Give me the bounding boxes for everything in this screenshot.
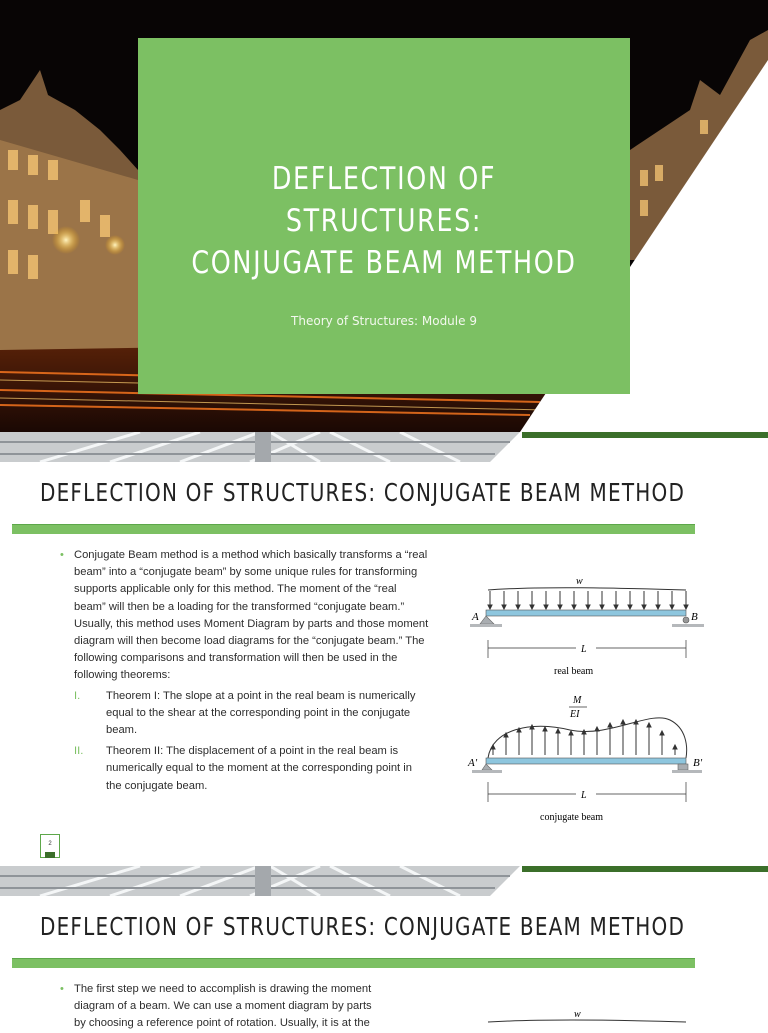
conj-span-label: L [581, 790, 587, 801]
conj-load-arrowhead [647, 723, 651, 727]
slide2-body [60, 547, 430, 795]
conj-ground-left [472, 770, 502, 773]
conj-load-arrowhead [673, 745, 677, 749]
slide3-bullet-line-1: The first step we need to accomplish is drawing the moment [74, 983, 372, 995]
real-ground-right [672, 624, 704, 627]
cover-title-card [138, 38, 630, 394]
slide2-bullet [60, 547, 430, 685]
real-load-arrowhead [488, 605, 492, 609]
real-load-arrowhead [558, 605, 562, 609]
conj-caption: conjugate beam [540, 812, 604, 823]
cover-subtitle: Theory of Structures: Module 9 [291, 314, 477, 328]
slide3-beam-figure [460, 1004, 720, 1024]
conj-load-arrowhead [595, 727, 599, 731]
real-load-label: w [576, 576, 583, 587]
slide3-heading: DEFLECTION OF STRUCTURES: CONJUGATE BEAM METHOD [40, 912, 686, 941]
real-load-arrowhead [530, 605, 534, 609]
slide3-load-line [488, 1020, 686, 1022]
slide2-bullet-text: Conjugate Beam method is a method which basically transforms a “real beam” into a “conjugate beam” by some unique rules for transforming supports applicable only for this method. The moment of the “real beam” will then be a loading for the transformed “conjugate beam.” Usually, this method uses Moment Diagram by parts and those moment diagram will then become load diagrams for the “conjugate beam.” The following comparisons and transformation will then be used in the following theorems: [74, 549, 429, 682]
conj-load-arrowhead [608, 723, 612, 727]
conj-moment-curve [488, 718, 687, 758]
real-load-arrowhead [516, 605, 520, 609]
real-load-arrowhead [600, 605, 604, 609]
slide2-heading: DEFLECTION OF STRUCTURES: CONJUGATE BEAM METHOD [40, 478, 686, 507]
conj-span-dimension [488, 782, 686, 802]
real-load-arrowhead [502, 605, 506, 609]
slide3-bullet-line-3: by choosing a reference point of rotation. Usually, it is at the [74, 1017, 370, 1030]
theorem-2-text: Theorem II: The displacement of a point in the real beam is numerically equal to the moment at the corresponding point in the conjugate beam. [106, 745, 412, 792]
conj-right-support [678, 764, 688, 770]
real-load-arrowhead [670, 605, 674, 609]
real-pin-support [480, 616, 494, 624]
real-load-arrowhead [614, 605, 618, 609]
real-support-b: B [691, 611, 698, 623]
conj-ground-right [672, 770, 702, 773]
real-span-dimension [488, 640, 686, 658]
real-span-label: L [581, 644, 587, 655]
bullet-dot-icon: • [60, 549, 64, 561]
conj-load-arrowhead [660, 731, 664, 735]
real-load-arrowhead [642, 605, 646, 609]
conj-support-b: B′ [693, 757, 703, 769]
theorem-1-numeral: I. [74, 689, 81, 702]
conj-load-arrowhead [504, 733, 508, 737]
real-support-a: A [472, 611, 479, 623]
slide3-bullet [60, 981, 440, 1033]
slide2-heading-rule [12, 524, 695, 534]
slide3-heading-rule [12, 958, 695, 968]
theorem-1 [60, 688, 430, 740]
page-number: 2 [48, 841, 52, 847]
bullet-dot-icon: • [60, 983, 64, 995]
conj-load-arrowhead [569, 731, 573, 735]
cover-title-line-1: DEFLECTION OF STRUCTURES: [271, 161, 497, 239]
conj-left-support [482, 764, 492, 770]
real-load-arrowhead [656, 605, 660, 609]
slide3-body [60, 981, 440, 1033]
conj-load-arrowhead [543, 727, 547, 731]
cover-title-line-2: CONJUGATE BEAM METHOD [191, 245, 577, 281]
slide3-header-band [0, 866, 768, 896]
real-load-arrowhead [586, 605, 590, 609]
real-load-arrowhead [572, 605, 576, 609]
real-ground-left [470, 624, 502, 627]
conj-load-denominator: EI [570, 709, 580, 720]
page-number-marker [45, 852, 55, 858]
steel-roof-photo [0, 432, 768, 462]
real-beam-load [488, 588, 688, 609]
slide2-header-band [0, 432, 768, 462]
real-load-arrowhead [628, 605, 632, 609]
conj-support-a: A′ [468, 757, 478, 769]
real-roller-support [683, 617, 689, 623]
real-load-arrowhead [544, 605, 548, 609]
conj-load-arrowhead [582, 730, 586, 734]
theorem-2-numeral: II. [74, 745, 84, 758]
real-beam [486, 610, 686, 616]
theorem-1-text: Theorem I: The slope at a point in the real beam is numerically equal to the shear at the corresponding point in the conjugate beam. [106, 689, 416, 737]
cover-slide [0, 0, 768, 432]
conj-beam-load [491, 720, 677, 755]
cover-title [182, 158, 585, 284]
real-load-arrowhead [684, 605, 688, 609]
steel-roof-photo-2 [0, 866, 768, 896]
theorem-2 [60, 743, 430, 795]
conj-load-arrowhead [556, 729, 560, 733]
conj-beam [486, 758, 686, 764]
conj-load-arrowhead [634, 720, 638, 724]
conj-load-numerator: M [573, 695, 582, 706]
page-number-badge [40, 834, 60, 858]
beam-figure [460, 570, 720, 830]
slide3-load-label: w [574, 1009, 581, 1020]
conj-load-arrowhead [530, 725, 534, 729]
real-caption: real beam [554, 666, 594, 677]
conj-load-arrowhead [491, 745, 495, 749]
conj-load-arrowhead [621, 720, 625, 724]
slide3-bullet-line-2: diagram of a beam. We can use a moment diagram by parts [74, 1000, 372, 1013]
